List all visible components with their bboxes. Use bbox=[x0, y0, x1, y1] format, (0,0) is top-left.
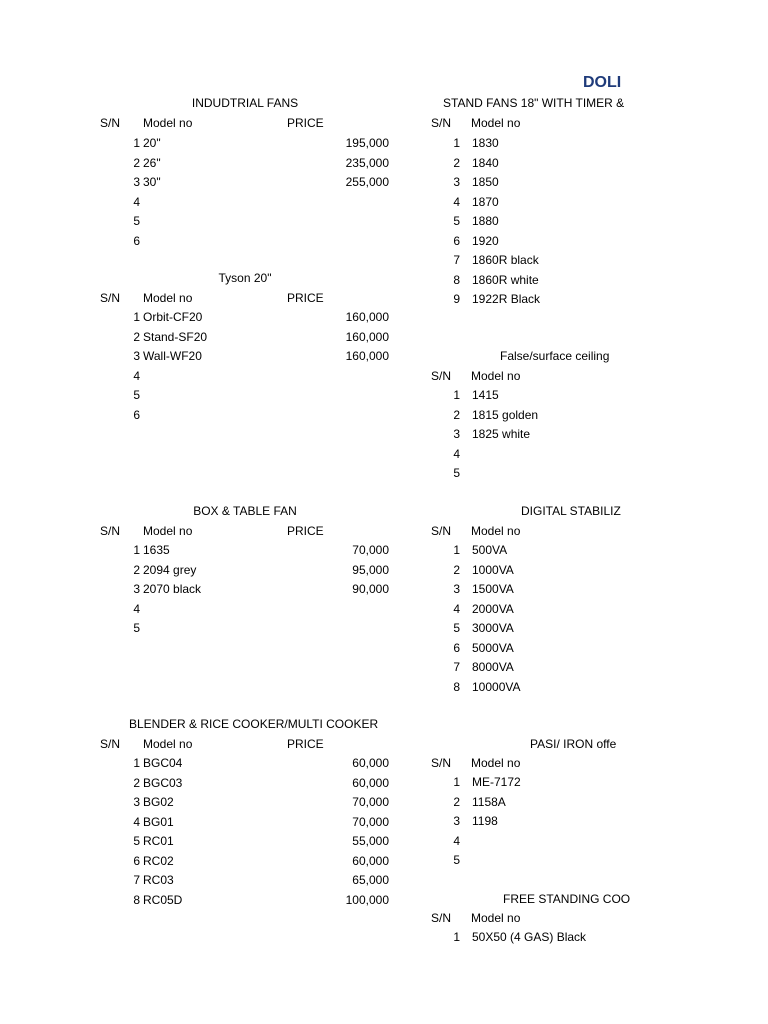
row-sn: 1 bbox=[133, 136, 140, 150]
row-model: 1870 bbox=[472, 195, 499, 209]
row-model: 1830 bbox=[472, 136, 499, 150]
row-sn: 5 bbox=[133, 214, 140, 228]
row-model: ME-7172 bbox=[472, 775, 521, 789]
row-model: 1815 golden bbox=[472, 408, 539, 422]
right-column bbox=[420, 90, 631, 950]
col-header-model: Model no bbox=[471, 524, 521, 538]
row-model: RC05D bbox=[143, 893, 183, 907]
col-header-sn: S/N bbox=[100, 737, 121, 751]
row-model: 1635 bbox=[143, 543, 170, 557]
row-model: 2094 grey bbox=[143, 563, 197, 577]
row-model: 20" bbox=[143, 136, 161, 150]
row-model: 5000VA bbox=[472, 641, 514, 655]
row-model: 1860R black bbox=[472, 253, 539, 267]
row-model: 1000VA bbox=[472, 563, 514, 577]
row-sn: 1 bbox=[133, 543, 140, 557]
row-model: BGC03 bbox=[143, 776, 183, 790]
row-model: 500VA bbox=[472, 543, 508, 557]
section-heading: STAND FANS 18" WITH TIMER & bbox=[443, 96, 625, 110]
section-heading: Tyson 20" bbox=[218, 271, 272, 285]
row-model: 1825 white bbox=[472, 427, 531, 441]
row-model: Stand-SF20 bbox=[143, 330, 208, 344]
row-price: 60,000 bbox=[352, 776, 389, 790]
row-sn: 6 bbox=[453, 641, 460, 655]
row-model: 3000VA bbox=[472, 621, 514, 635]
col-header-sn: S/N bbox=[100, 291, 121, 305]
row-sn: 6 bbox=[133, 854, 140, 868]
page-title: DOLI bbox=[583, 74, 622, 91]
row-model: 10000VA bbox=[472, 680, 521, 694]
row-sn: 6 bbox=[133, 408, 140, 422]
row-model: 1415 bbox=[472, 388, 499, 402]
col-header-model: Model no bbox=[143, 116, 193, 130]
row-sn: 2 bbox=[133, 563, 140, 577]
row-sn: 8 bbox=[133, 893, 140, 907]
row-model: BGC04 bbox=[143, 756, 183, 770]
col-header-sn: S/N bbox=[431, 116, 452, 130]
row-model: 30" bbox=[143, 175, 161, 189]
row-model: 8000VA bbox=[472, 660, 514, 674]
col-header-model: Model no bbox=[471, 369, 521, 383]
section-heading: BOX & TABLE FAN bbox=[193, 504, 297, 518]
row-model: Wall-WF20 bbox=[143, 349, 202, 363]
row-model: 2070 black bbox=[143, 582, 202, 596]
row-price: 95,000 bbox=[352, 563, 389, 577]
row-sn: 3 bbox=[133, 795, 140, 809]
row-sn: 3 bbox=[133, 582, 140, 596]
row-sn: 1 bbox=[133, 756, 140, 770]
row-price: 70,000 bbox=[352, 543, 389, 557]
row-model: BG01 bbox=[143, 815, 174, 829]
row-model: 1920 bbox=[472, 234, 499, 248]
col-header-sn: S/N bbox=[100, 524, 121, 538]
row-price: 195,000 bbox=[345, 136, 389, 150]
row-sn: 8 bbox=[453, 680, 460, 694]
col-header-model: Model no bbox=[143, 524, 193, 538]
row-sn: 1 bbox=[453, 543, 460, 557]
row-model: 1850 bbox=[472, 175, 499, 189]
col-header-sn: S/N bbox=[431, 911, 452, 925]
row-model: 1860R white bbox=[472, 273, 539, 287]
row-model: 1158A bbox=[472, 795, 506, 809]
row-sn: 9 bbox=[453, 292, 460, 306]
section-heading: DIGITAL STABILIZ bbox=[521, 504, 621, 518]
row-sn: 1 bbox=[453, 930, 460, 944]
row-model: 2000VA bbox=[472, 602, 514, 616]
row-model: 1198 bbox=[472, 814, 498, 828]
row-sn: 4 bbox=[453, 602, 460, 616]
row-sn: 4 bbox=[453, 195, 460, 209]
col-header-price: PRICE bbox=[287, 737, 324, 751]
section-heading: INDUDTRIAL FANS bbox=[191, 96, 299, 110]
row-sn: 2 bbox=[453, 795, 460, 809]
col-header-sn: S/N bbox=[431, 756, 452, 770]
col-header-model: Model no bbox=[143, 737, 193, 751]
row-sn: 3 bbox=[453, 582, 460, 596]
row-model: 1880 bbox=[472, 214, 499, 228]
row-price: 160,000 bbox=[345, 330, 389, 344]
col-header-price: PRICE bbox=[287, 524, 324, 538]
row-model: RC03 bbox=[143, 873, 174, 887]
row-sn: 2 bbox=[133, 776, 140, 790]
col-header-sn: S/N bbox=[431, 369, 452, 383]
row-price: 60,000 bbox=[352, 756, 389, 770]
col-header-sn: S/N bbox=[431, 524, 452, 538]
row-sn: 6 bbox=[133, 234, 140, 248]
row-sn: 8 bbox=[453, 273, 460, 287]
row-sn: 3 bbox=[453, 814, 460, 828]
row-model: BG02 bbox=[143, 795, 174, 809]
row-price: 100,000 bbox=[345, 893, 389, 907]
row-sn: 2 bbox=[453, 156, 460, 170]
row-sn: 3 bbox=[453, 427, 460, 441]
row-sn: 7 bbox=[453, 253, 460, 267]
row-model: 1922R Black bbox=[472, 292, 541, 306]
row-sn: 3 bbox=[133, 175, 140, 189]
row-sn: 1 bbox=[453, 136, 460, 150]
row-price: 90,000 bbox=[352, 582, 389, 596]
row-price: 60,000 bbox=[352, 854, 389, 868]
row-sn: 7 bbox=[453, 660, 460, 674]
row-sn: 2 bbox=[133, 330, 140, 344]
row-sn: 4 bbox=[453, 834, 460, 848]
row-sn: 5 bbox=[133, 621, 140, 635]
row-sn: 5 bbox=[453, 853, 460, 867]
col-header-model: Model no bbox=[471, 756, 521, 770]
section-heading: FREE STANDING COO bbox=[503, 892, 631, 906]
section-heading: PASI/ IRON offe bbox=[530, 737, 617, 751]
row-sn: 5 bbox=[453, 466, 460, 480]
row-sn: 4 bbox=[133, 369, 140, 383]
col-header-price: PRICE bbox=[287, 116, 324, 130]
row-price: 160,000 bbox=[345, 310, 389, 324]
row-sn: 4 bbox=[133, 815, 140, 829]
section-heading: BLENDER & RICE COOKER/MULTI COOKER bbox=[129, 717, 379, 731]
col-header-price: PRICE bbox=[287, 291, 324, 305]
row-model: Orbit-CF20 bbox=[143, 310, 203, 324]
col-header-sn: S/N bbox=[100, 116, 121, 130]
row-sn: 3 bbox=[453, 175, 460, 189]
col-header-model: Model no bbox=[471, 911, 521, 925]
row-sn: 2 bbox=[133, 156, 140, 170]
row-sn: 7 bbox=[133, 873, 140, 887]
row-sn: 3 bbox=[133, 349, 140, 363]
row-sn: 5 bbox=[453, 621, 460, 635]
row-model: 50X50 (4 GAS) Black bbox=[472, 930, 587, 944]
row-price: 70,000 bbox=[352, 815, 389, 829]
row-price: 70,000 bbox=[352, 795, 389, 809]
row-sn: 1 bbox=[453, 775, 460, 789]
row-sn: 5 bbox=[453, 214, 460, 228]
row-model: RC01 bbox=[143, 834, 174, 848]
row-sn: 4 bbox=[133, 195, 140, 209]
row-model: 26" bbox=[143, 156, 161, 170]
row-price: 160,000 bbox=[345, 349, 389, 363]
row-sn: 2 bbox=[453, 408, 460, 422]
row-sn: 1 bbox=[453, 388, 460, 402]
row-price: 65,000 bbox=[352, 873, 389, 887]
row-model: RC02 bbox=[143, 854, 174, 868]
row-price: 55,000 bbox=[352, 834, 389, 848]
col-header-model: Model no bbox=[471, 116, 521, 130]
row-sn: 1 bbox=[133, 310, 140, 324]
row-price: 235,000 bbox=[345, 156, 389, 170]
col-header-model: Model no bbox=[143, 291, 193, 305]
row-model: 1840 bbox=[472, 156, 499, 170]
row-model: 1500VA bbox=[472, 582, 514, 596]
row-sn: 2 bbox=[453, 563, 460, 577]
row-sn: 4 bbox=[133, 602, 140, 616]
row-sn: 5 bbox=[133, 834, 140, 848]
row-sn: 6 bbox=[453, 234, 460, 248]
row-sn: 4 bbox=[453, 447, 460, 461]
section-heading: False/surface ceiling bbox=[500, 349, 610, 363]
row-sn: 5 bbox=[133, 388, 140, 402]
row-price: 255,000 bbox=[345, 175, 389, 189]
